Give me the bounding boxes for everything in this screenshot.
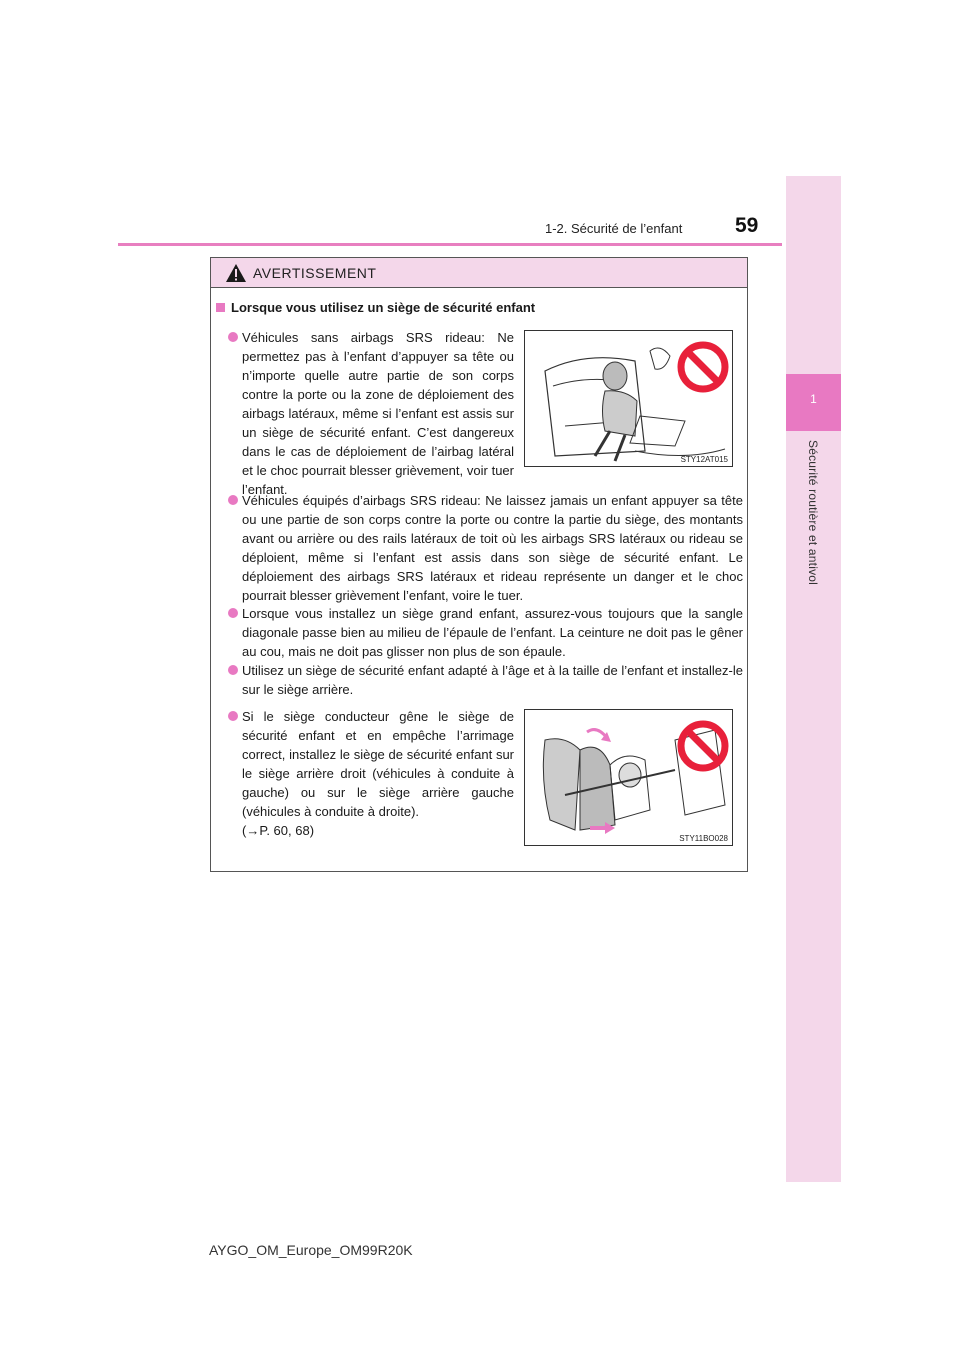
- list-item: Véhicules équipés d’airbags SRS rideau: Ne laissez jamais un enfant appuyer sa tête ou une partie de son corps contre la porte ou contre la partie du siège, des montants avant ou arrière ou des rails latéraux de toit où les airbags SRS latéraux ou rideau se déploient, même si l’enfant est assis dans son siège de sécurité enfant. Le déploiement des airbags SRS latéraux et rideau représente un danger et le choc pourrait blesser grièvement l’enfant, voire le tuer.: [242, 491, 743, 605]
- figure-code: STY11BO028: [679, 834, 728, 843]
- figure-code: STY12AT015: [680, 455, 728, 464]
- page-number: 59: [735, 214, 759, 237]
- chapter-side-tab: [786, 176, 841, 1182]
- list-item: Utilisez un siège de sécurité enfant adapté à l’âge et à la taille de l’enfant et installez-le sur le siège arrière.: [242, 661, 743, 699]
- bullet-dot-icon: [228, 332, 238, 342]
- square-bullet-icon: [216, 303, 225, 312]
- warning-header: [211, 258, 747, 288]
- warning-title: AVERTISSEMENT: [253, 264, 377, 281]
- document-id: AYGO_OM_Europe_OM99R20K: [209, 1242, 413, 1258]
- list-item: Véhicules sans airbags SRS rideau: Ne permettez pas à l’enfant d’appuyer sa tête ou n’importe quelle autre partie de son corps contre la porte ou la zone de déploiement des airbags latéraux, même si l’enfant est assis sur un siège de sécurité enfant. C’est dangereux dans le cas de déploiement de l’airbag latéral et le choc pourrait blesser grièvement, voir tuer l’enfant.: [242, 328, 514, 499]
- bullet-dot-icon: [228, 711, 238, 721]
- list-item: Lorsque vous installez un siège grand enfant, assurez-vous toujours que la sangle diagonale passe bien au milieu de l’épaule de l’enfant. La ceinture ne doit pas le gêner au cou, mais ne doit pas glisser non plus de son épaule.: [242, 604, 743, 661]
- figure-driver-seat-interference: [524, 709, 733, 846]
- warning-box: [210, 257, 748, 872]
- prohibition-icon: [677, 720, 729, 772]
- prohibition-icon: [677, 341, 729, 393]
- warning-subheading: [216, 300, 535, 315]
- page-reference: (→P. 60, 68): [242, 823, 315, 838]
- bullet-dot-icon: [228, 665, 238, 675]
- section-title: 1-2. Sécurité de l’enfant: [545, 221, 683, 236]
- header-rule: [118, 243, 782, 246]
- chapter-number: 1: [810, 392, 817, 406]
- bullet-dot-icon: [228, 495, 238, 505]
- bullet-dot-icon: [228, 608, 238, 618]
- chapter-title: Sécurité routière et antivol: [806, 440, 820, 586]
- list-item: Si le siège conducteur gêne le siège de sécurité enfant et en empêche l’arrimage correct, installez le siège de sécurité enfant sur le siège arrière droit (véhicules à conduite à gauche) ou sur le siège arrière gauche (véhicules à conduite à droite). (→P. 60, 68): [242, 707, 514, 840]
- warning-triangle-icon: [225, 263, 247, 283]
- figure-child-side-airbag: [524, 330, 733, 467]
- warning-subheading-text: Lorsque vous utilisez un siège de sécurité enfant: [231, 300, 536, 315]
